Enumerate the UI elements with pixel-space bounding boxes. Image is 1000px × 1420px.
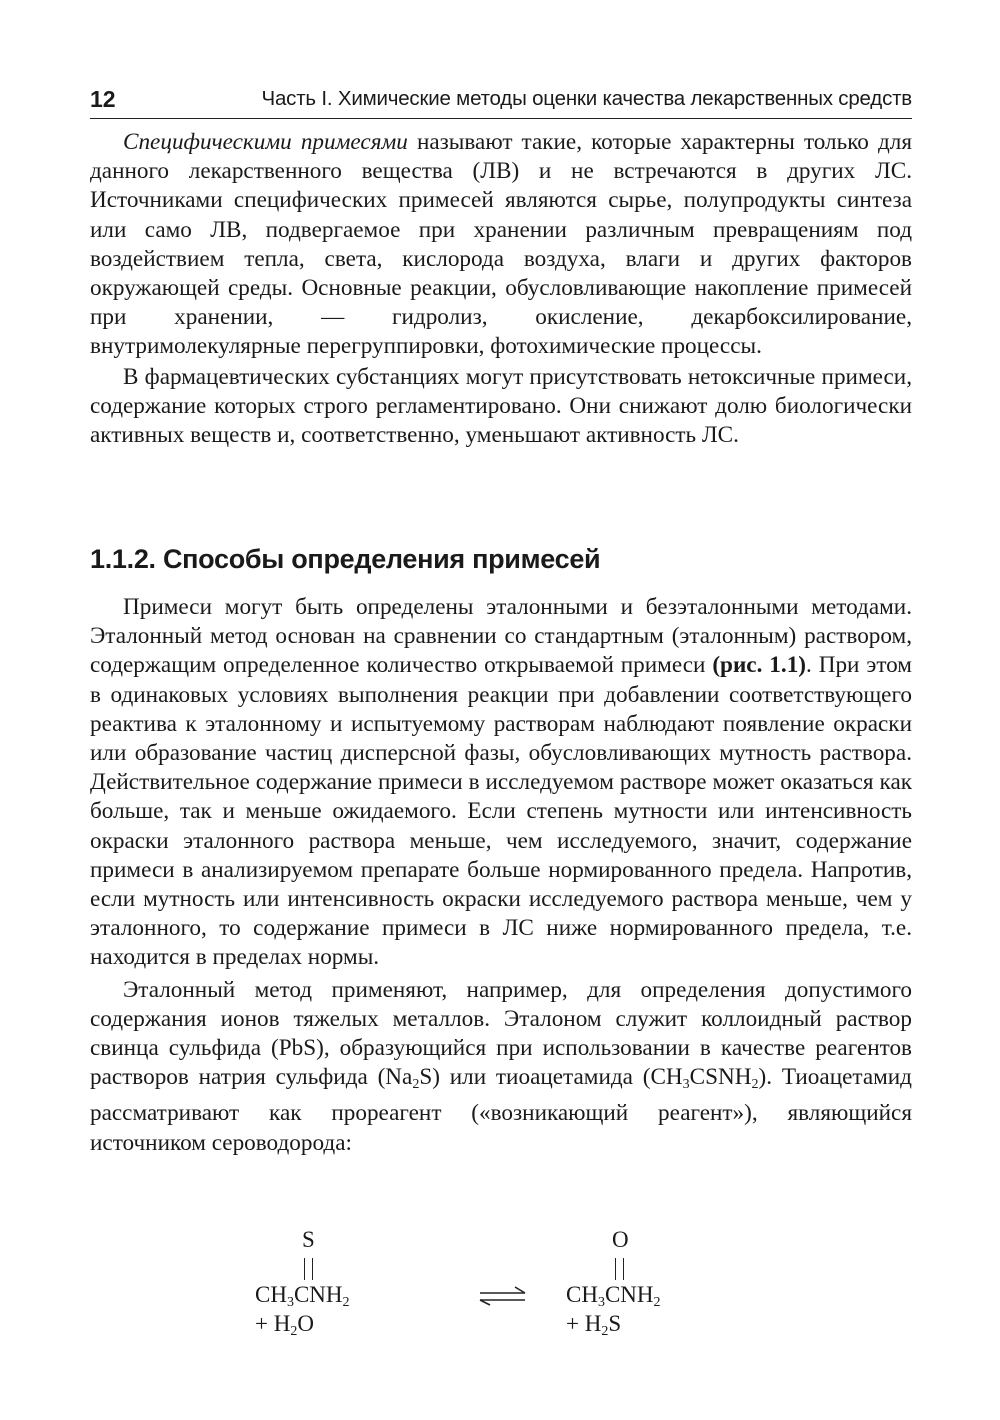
oxygen-atom: O: [612, 1227, 629, 1252]
equilibrium-arrow-icon: [478, 1286, 528, 1306]
double-bond: [615, 1258, 624, 1280]
paragraph-text: называют такие, которые характерны только для данного лекарственного вещества (ЛВ) и не встречаются в других ЛС. Источниками специфических примесей являются сырье, полупродукты синтеза или само ЛВ, подвергаемое при хранении различным превращениям под воздействием тепла, света, кислорода воздуха, влаги и других факторов окружающей среды. Основные реакции, обусловливающие накопление примесей при хранении, — гидролиз, окисление, декарбоксилирование, внутримолекулярные перегруппировки, фотохимические процессы.: [90, 129, 912, 360]
paragraph-text: Эталонный метод применяют, например, для определения допустимого содержания ионов тяжелых металлов. Эталоном служит коллоидный раствор свинца сульфида (PbS), образующийся при использовании в качестве реагентов растворов натрия сульфида (Na: [90, 976, 912, 1091]
reactant-formula: $CH_3CNH_2 + H_2O$: [255, 1282, 350, 1339]
intro-text: [90, 128, 912, 450]
term-specific-impurities: Специфическими примесями: [123, 129, 408, 155]
subscript: 2: [751, 1077, 759, 1093]
double-bond: [304, 1258, 313, 1280]
paragraph: В фармацевтических субстанциях могут присутствовать нетоксичные примеси, содержание которых строго регламентировано. Они снижают долю биологически активных веществ и, соответственно, уменьшают активность ЛС.: [90, 363, 912, 449]
paragraph-text: CSNH: [689, 1064, 752, 1091]
running-title: Часть I. Химические методы оценки качества лекарственных средств: [261, 87, 912, 110]
paragraph: [90, 128, 912, 362]
paragraph-text: Примеси могут быть определены эталонными и безэталонными методами. Эталонный метод основан на сравнении со стандартным (эталонным) раствором, содержащим определенное количество открываемой примеси: [90, 594, 912, 679]
product-formula: $CH_3CNH_2 + H_2S$: [566, 1282, 661, 1339]
section-title: 1.1.2. Способы определения примесей: [90, 544, 601, 574]
paragraph-text: . При этом в одинаковых условиях выполнения реакции при добавлении соответствующего реактива к эталонному и испытуемому растворам наблюдают появление окраски или образование частиц дисперсной фазы, обусловливающих мутность раствора. Действительное содержание примеси в исследуемом растворе может оказаться как больше, так и меньше ожидаемого. Если степень мутности или интенсивность окраски эталонного раствора меньше, чем исследуемого, значит, содержание примеси в анализируемом препарате больше нормированного предела. Напротив, если мутность или интенсивность окраски исследуемого раствора меньше, чем у эталонного, то содержание примеси в ЛС ниже нормированного предела, т.е. находится в пределах нормы.: [90, 652, 912, 971]
paragraph-text: S) или тиоацетамида (CH: [419, 1064, 683, 1091]
paragraph: [90, 593, 912, 973]
sulfur-atom: S: [302, 1227, 315, 1252]
running-header: [90, 78, 912, 119]
subscript: 2: [412, 1077, 420, 1093]
subscript: 3: [682, 1077, 690, 1093]
paragraph: [90, 976, 912, 1158]
paragraph-text: ). Тиоацетамид рассматривают как прореагент («возникающий реагент»), являющийся источником сероводорода:: [90, 1064, 912, 1156]
page-number: 12: [90, 86, 116, 112]
section-text: [90, 593, 912, 1158]
figure-reference: (рис. 1.1): [712, 652, 807, 679]
